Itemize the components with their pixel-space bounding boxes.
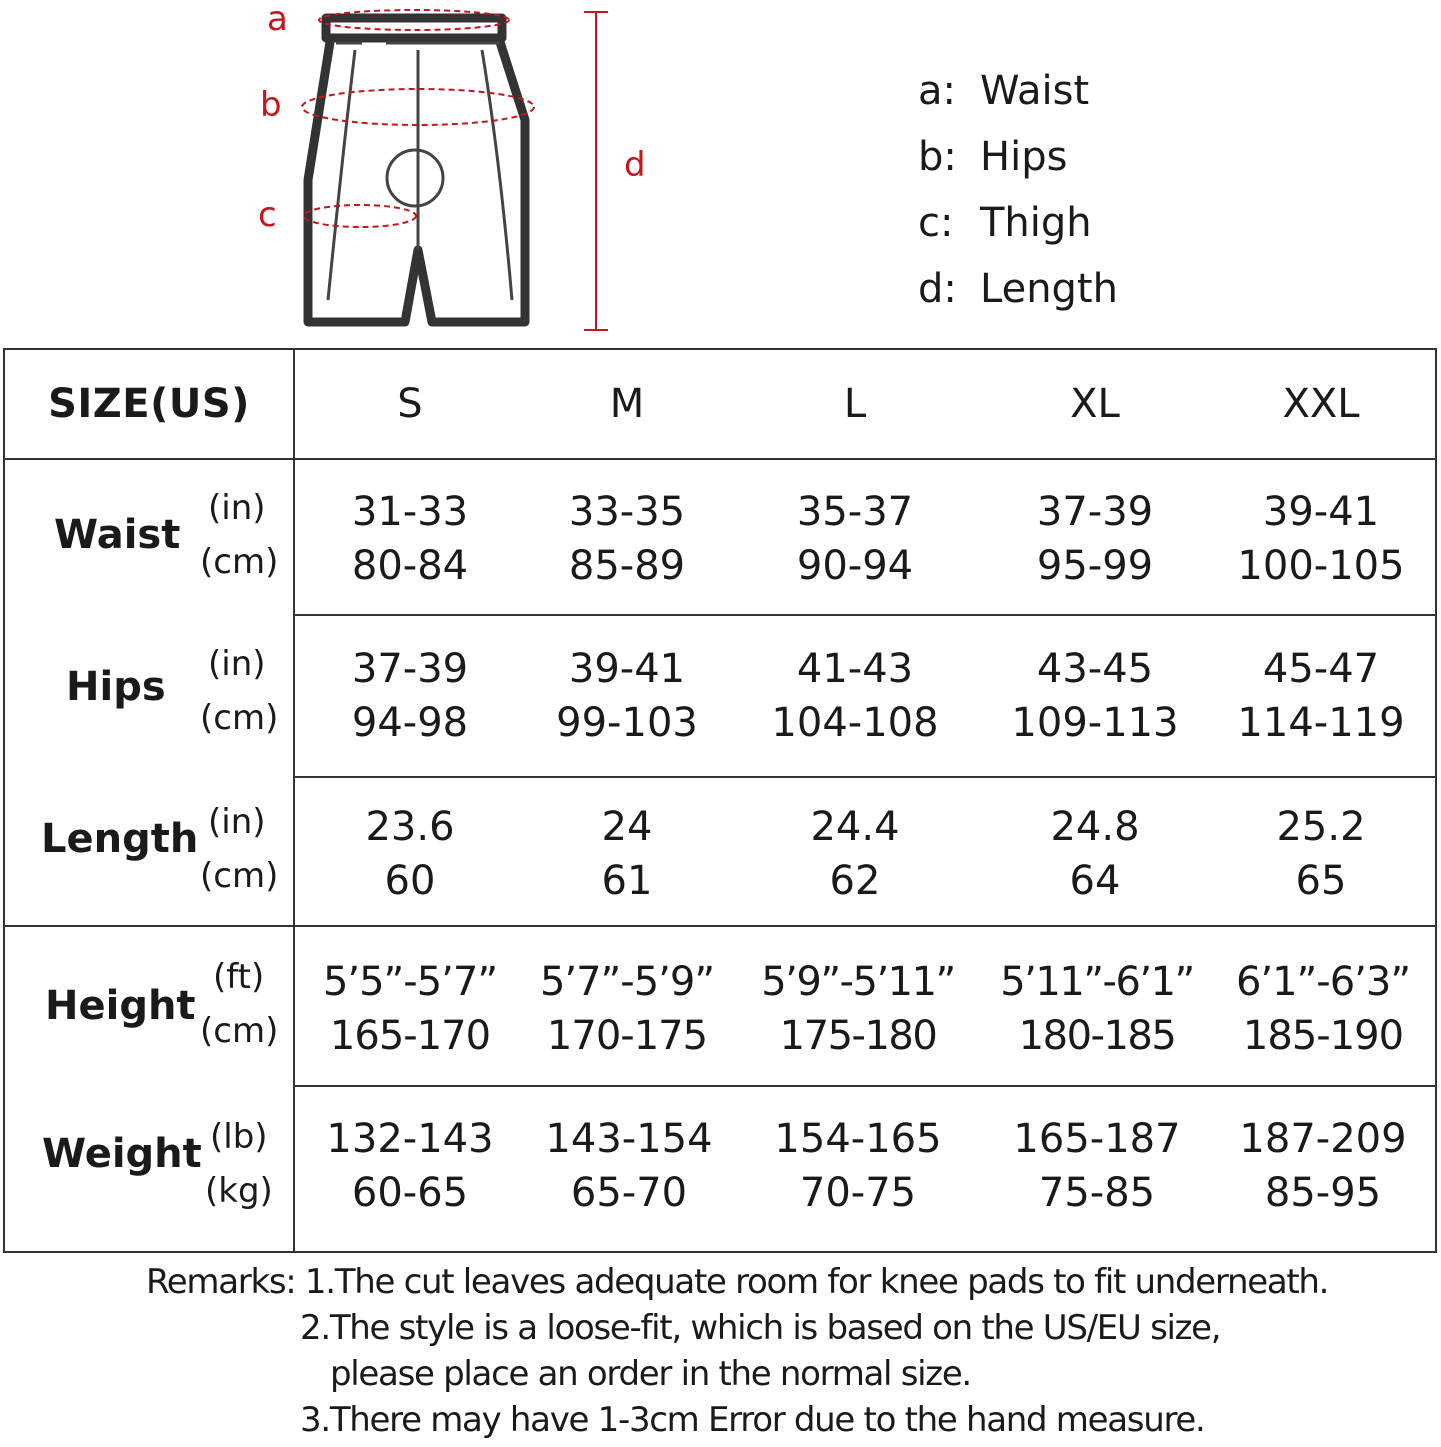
table-cell: 25.2 65: [1276, 804, 1366, 904]
table-cell: 24.4 62: [810, 804, 900, 904]
row-name: Weight: [42, 1131, 202, 1177]
shorts-measurement-diagram: [250, 0, 670, 340]
legend-key: c:: [918, 200, 954, 246]
row-divider: [293, 776, 1435, 778]
row-label-hips: [5, 616, 293, 776]
table-cell: 5’11”-6’1” 180-185: [1000, 959, 1194, 1059]
table-cell: 5’5”-5’7” 165-170: [322, 959, 498, 1059]
row-unit: (ft): [213, 957, 265, 997]
size-chart-table: [3, 348, 1437, 1253]
remark-line-3: please place an order in the normal size.: [330, 1354, 971, 1394]
row-name: Length: [41, 816, 199, 862]
diagram-label-c: c: [258, 195, 277, 235]
row-unit: (in): [208, 488, 266, 528]
table-cell: 23.6 60: [365, 804, 455, 904]
size-header-xxl: XXL: [1282, 381, 1360, 427]
size-header-m: M: [609, 381, 645, 427]
remark-line-4: 3.There may have 1-3cm Error due to the hand measure.: [300, 1400, 1205, 1440]
shorts-outline-icon: [250, 0, 670, 340]
row-unit: (lb): [210, 1117, 268, 1157]
legend-label: Thigh: [980, 200, 1092, 246]
row-unit: (cm): [200, 856, 279, 896]
table-cell: 154-165 70-75: [774, 1116, 942, 1216]
table-header-row: [5, 350, 1435, 460]
table-cell: 45-47 114-119: [1237, 646, 1405, 746]
legend-key: d:: [918, 266, 957, 312]
diagram-label-b: b: [260, 85, 282, 125]
table-cell: 6’1”-6’3” 185-190: [1235, 959, 1411, 1059]
row-label-height: [5, 927, 293, 1085]
legend-key: a:: [918, 68, 956, 114]
table-cell: 33-35 85-89: [568, 489, 686, 589]
table-cell: 24.8 64: [1050, 804, 1140, 904]
legend-label: Length: [980, 266, 1118, 312]
table-cell: 35-37 90-94: [796, 489, 914, 589]
legend-label: Hips: [980, 134, 1068, 180]
remark-line-2: 2.The style is a loose-fit, which is based on the US/EU size,: [300, 1308, 1221, 1348]
table-cell: 39-41 100-105: [1237, 489, 1405, 589]
table-cell: 37-39 95-99: [1036, 489, 1154, 589]
row-label-length: [5, 778, 293, 925]
table-cell: 165-187 75-85: [1013, 1116, 1181, 1216]
row-label-weight: [5, 1087, 293, 1253]
size-header-xl: XL: [1070, 381, 1120, 427]
size-header-s: S: [397, 381, 423, 427]
row-unit: (in): [208, 802, 266, 842]
row-unit: (kg): [205, 1171, 273, 1211]
legend-item-hips: [918, 124, 1118, 190]
legend-item-waist: [918, 58, 1118, 124]
table-cell: 31-33 80-84: [351, 489, 469, 589]
table-cell: 132-143 60-65: [326, 1116, 494, 1216]
row-name: Hips: [66, 664, 166, 710]
legend-key: b:: [918, 134, 957, 180]
row-divider: [293, 1085, 1435, 1087]
row-label-waist: [5, 460, 293, 614]
table-cell: 24 61: [601, 804, 653, 904]
row-name: Height: [45, 983, 196, 1029]
table-cell: 37-39 94-98: [351, 646, 469, 746]
row-divider: [293, 614, 1435, 616]
table-cell: 41-43 104-108: [771, 646, 939, 746]
diagram-label-d: d: [624, 145, 646, 185]
table-cell: 43-45 109-113: [1011, 646, 1179, 746]
table-cell: 187-209 85-95: [1239, 1116, 1407, 1216]
table-cell: 5’7”-5’9” 170-175: [539, 959, 715, 1059]
table-cell: 39-41 99-103: [556, 646, 698, 746]
legend-item-length: [918, 256, 1118, 322]
size-us-header: SIZE(US): [48, 381, 250, 427]
row-unit: (cm): [200, 698, 279, 738]
row-unit: (in): [208, 644, 266, 684]
row-unit: (cm): [200, 1011, 279, 1051]
remark-line-1: Remarks: 1.The cut leaves adequate room for knee pads to fit underneath.: [146, 1262, 1329, 1302]
diagram-label-a: a: [267, 0, 288, 39]
table-cell: 143-154 65-70: [545, 1116, 713, 1216]
legend-label: Waist: [980, 68, 1090, 114]
table-cell: 5’9”-5’11” 175-180: [761, 959, 955, 1059]
legend-item-thigh: [918, 190, 1118, 256]
row-unit: (cm): [200, 542, 279, 582]
measurement-legend: [918, 58, 1118, 322]
size-header-l: L: [843, 381, 867, 427]
row-name: Waist: [54, 512, 181, 558]
